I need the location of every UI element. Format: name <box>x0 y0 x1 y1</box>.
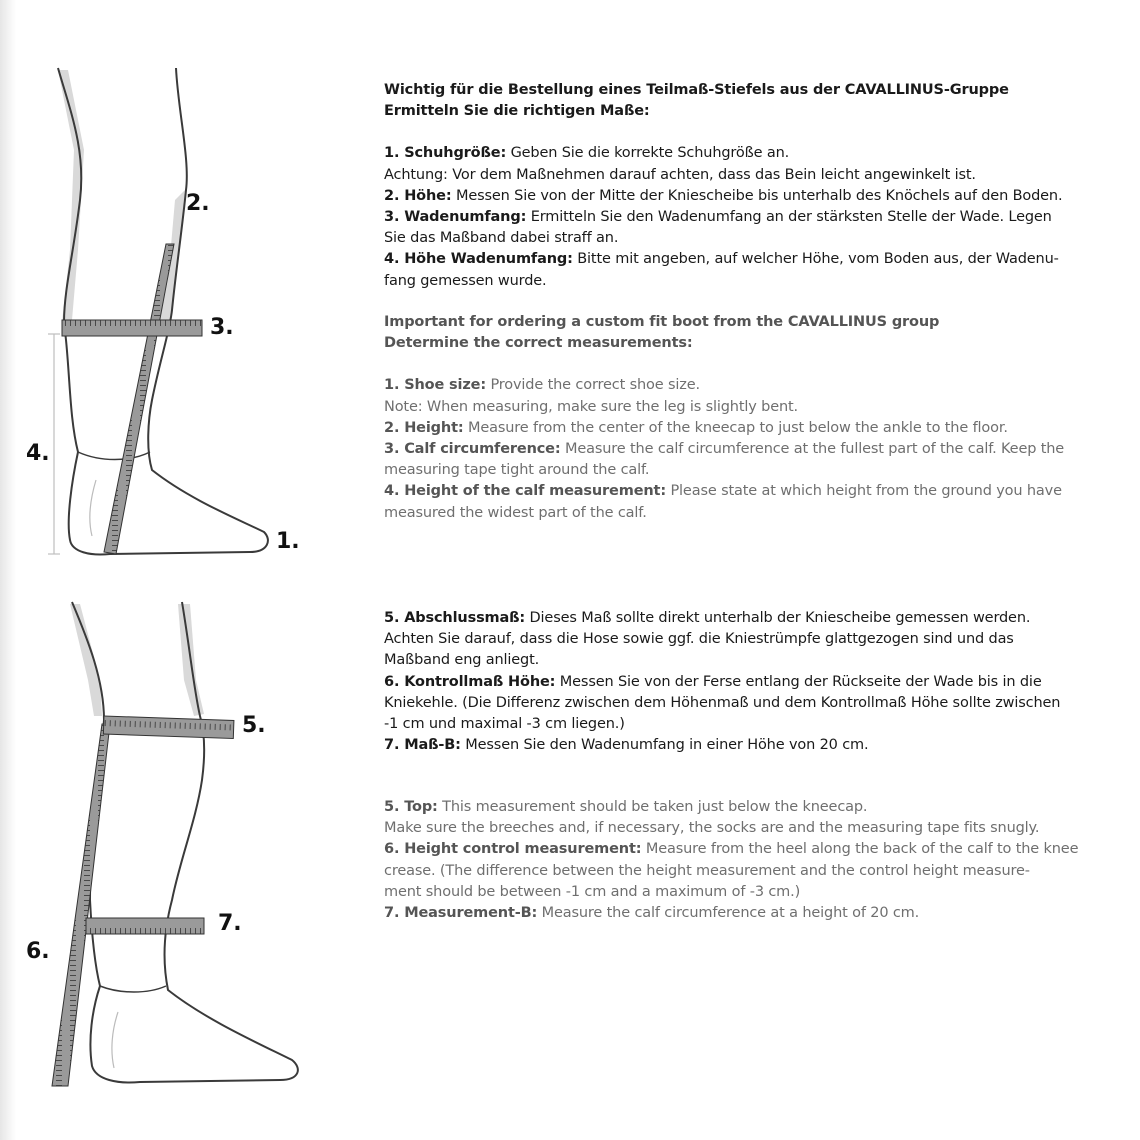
english-item-3-cont: measuring tape tight around the calf. <box>384 462 650 479</box>
english-heading-1: Important for ordering a custom fit boot from the CAVALLINUS group <box>384 314 940 330</box>
german-item-6-line3: -1 cm und maximal -3 cm liegen.) <box>384 716 625 733</box>
english-item-5: 5. Top: This measurement should be taken just below the kneecap. <box>384 799 868 815</box>
english-item-7: 7. Measurement-B: Measure the calf circumference at a height of 20 cm. <box>384 905 920 922</box>
label-4: 4. <box>26 441 50 466</box>
label-7: 7. <box>218 911 242 936</box>
english-item-1: 1. Shoe size: Provide the correct shoe size. <box>384 377 700 394</box>
height-tape <box>104 244 174 554</box>
german-item-5: 5. Abschlussmaß: Dieses Maß sollte direkt unterhalb der Kniescheibe gemessen werden. <box>384 610 1031 626</box>
english-item-2: 2. Height: Measure from the center of the kneecap to just below the ankle to the floor. <box>384 419 1008 436</box>
english-item-6-line2: crease. (The difference between the height measurement and the control height measure- <box>384 862 1030 879</box>
english-item-4-cont: measured the widest part of the calf. <box>384 504 647 521</box>
label-1: 1. <box>276 529 300 554</box>
english-item-3: 3. Calf circumference: Measure the calf circumference at the fullest part of the calf. Keep the <box>384 441 1065 458</box>
bottom-leg-diagram <box>26 602 298 1086</box>
german-item-2: 2. Höhe: Messen Sie von der Mitte der Kniescheibe bis unterhalb des Knöchels auf den Boden. <box>384 187 1063 204</box>
german-item-1: 1. Schuhgröße: Geben Sie die korrekte Schuhgröße an. <box>384 145 790 162</box>
german-item-6-line2: Kniekehle. (Die Differenz zwischen dem Höhenmaß und dem Kontrollmaß Höhe sollte zwischen <box>384 694 1061 711</box>
label-3: 3. <box>210 315 234 340</box>
label-2: 2. <box>186 191 210 216</box>
german-heading-2: Ermitteln Sie die richtigen Maße: <box>384 103 650 120</box>
english-heading-2: Determine the correct measurements: <box>384 335 693 352</box>
english-item-4: 4. Height of the calf measurement: Please state at which height from the ground you have <box>384 483 1062 500</box>
german-instructions-top <box>384 80 1119 292</box>
control-height-tape <box>52 724 110 1086</box>
german-item-5-line2: Achten Sie darauf, dass die Hose sowie ggf. die Kniestrümpfe glattgezogen sind und das <box>384 631 1014 648</box>
german-heading-1: Wichtig für die Bestellung eines Teilmaß-Stiefels aus der CAVALLINUS-Gruppe <box>384 82 1009 98</box>
german-item-5-line3: Maßband eng anliegt. <box>384 652 540 669</box>
english-note: Note: When measuring, make sure the leg is slightly bent. <box>384 398 799 415</box>
leg-measurement-illustrations <box>0 0 340 1140</box>
top-leg-diagram <box>26 68 300 554</box>
german-item-3: 3. Wadenumfang: Ermitteln Sie den Wadenumfang an der stärksten Stelle der Wade. Legen <box>384 209 1052 226</box>
top-tape <box>103 716 234 739</box>
german-item-4-cont: fang gemessen wurde. <box>384 272 547 289</box>
label-6: 6. <box>26 939 50 964</box>
german-note: Achtung: Vor dem Maßnehmen darauf achten, dass das Bein leicht angewinkelt ist. <box>384 166 976 183</box>
measurement-b-tape <box>86 918 204 934</box>
english-item-6: 6. Height control measurement: Measure from the heel along the back of the calf to the knee <box>384 841 1079 858</box>
german-item-6: 6. Kontrollmaß Höhe: Messen Sie von der Ferse entlang der Rückseite der Wade bis in die <box>384 673 1042 690</box>
english-instructions-bottom <box>384 797 1119 924</box>
calf-tape-top <box>62 320 202 336</box>
german-item-3-cont: Sie das Maßband dabei straff an. <box>384 230 619 247</box>
german-item-7: 7. Maß-B: Messen Sie den Wadenumfang in einer Höhe von 20 cm. <box>384 737 869 754</box>
label-5: 5. <box>242 713 266 738</box>
english-instructions-top <box>384 312 1119 524</box>
german-instructions-bottom <box>384 608 1119 756</box>
english-item-6-line3: ment should be between -1 cm and a maximum of -3 cm.) <box>384 883 801 900</box>
german-item-4: 4. Höhe Wadenumfang: Bitte mit angeben, auf welcher Höhe, vom Boden aus, der Wadenu- <box>384 251 1059 268</box>
english-item-5-line2: Make sure the breeches and, if necessary, the socks are and the measuring tape fits snugly. <box>384 820 1040 837</box>
